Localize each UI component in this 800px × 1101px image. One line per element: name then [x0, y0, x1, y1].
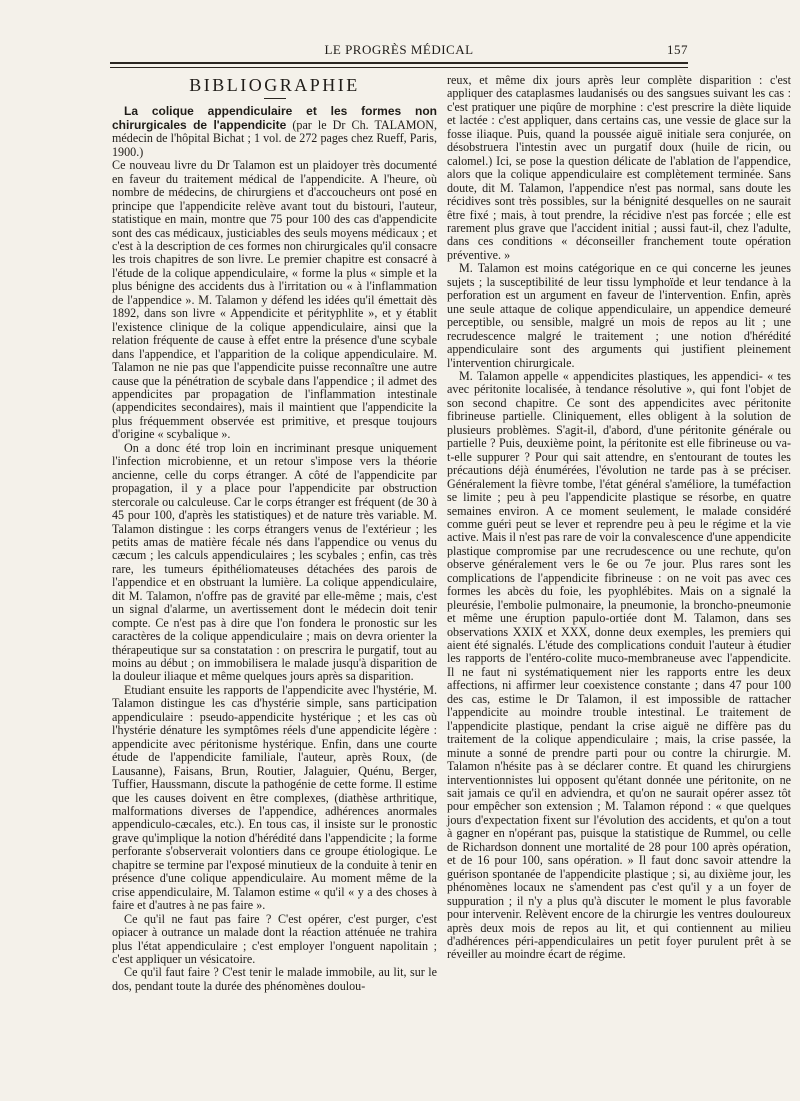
left-column	[112, 74, 437, 993]
running-head	[110, 42, 688, 62]
section-title: BIBLIOGRAPHIE	[189, 75, 360, 95]
paragraph-left-4: Ce qu'il ne faut pas faire ? C'est opérer, c'est purger, c'est opiacer à outrance un malade dont la réaction atténuée ne trahira plus l'état appendiculaire ; c'est employer l'onguent napolitain ; c'est appliquer un vésicatoire.	[112, 911, 437, 966]
section-rule	[264, 98, 286, 99]
paragraph-right-1: reux, et même dix jours après leur complète disparition : c'est appliquer des cataplasmes laudanisés ou des sangsues suivant les cas : c'est pratiquer une piqûre de morphine : c'est prescrire la diète liquide et lactée : c'est appliquer, dans certains cas, une vessie de glace sur la fosse iliaque. Puis, quand la poussée aiguë initiale sera conjurée, on désobstruera l'intestin avec un purgatif doux (huile de ricin, ou calomel.) Ici, se pose la question délicate de l'ablation de l'appendice, alors que la colique appendiculaire est complètement terminée. Sans doute, dit M. Talamon, l'appendice n'est pas normal, sans doute les récidives sont très possibles, sur la bénignité desquelles on ne saurait être fixé ; mais, à tout prendre, la récidive n'est pas forcée ; elle est rarement plus grave que l'accident initial ; aussi faut-il, chez l'adulte, dans ces conditions « déconseiller franchement toute opération préventive. »	[447, 73, 791, 262]
paragraph-left-1: Ce nouveau livre du Dr Talamon est un plaidoyer très documenté en faveur du traitement médical de l'appendicite. A l'heure, où nombre de médecins, de chirurgiens et d'accoucheurs ont posé en principe que l'appendicite relève avant tout du bistouri, l'auteur, statistique en main, montre que 75 pour 100 des cas d'appendicite sont des cas médicaux, justiciables des seuls moyens médicaux ; et c'est à la description de ces formes non chirurgicales qu'il consacre les trois chapitres de son livre. Le premier chapitre est consacré à l'étude de la colique appendiculaire, « forme la plus « simple et la plus bénigne des accidents dus à l'irritation ou « à l'inflammation de l'appendice ». M. Talamon y défend les idées qu'il émettait dès 1892, dans son livre « Appendicite et pérityphlite », et y établit l'existence clinique de la colique appendiculaire, ainsi que la relation fréquente de cause à effet entre la présence d'une scybale dans l'appendice, et l'apparition de la colique appendiculaire. M. Talamon ne nie pas que l'appendicite puisse reconnaître une autre cause que la pénétration de scybale dans l'appendice ; il admet des appendicites par propagation de l'inflammation intestinale (appendicites secondaires), mais il maintient que l'appendicite la plus fréquemment observée est primitive, et presque toujours d'origine « scybalique ».	[112, 158, 437, 442]
paragraph-left-2: On a donc été trop loin en incriminant presque uniquement l'infection microbienne, et un retour s'impose vers la théorie ancienne, celle du corps étranger. A côté de l'appendicite par propagation, il y a place pour l'appendicite par obstruction stercorale ou calculeuse. Car le corps étranger est fréquent (de 30 à 45 pour 100, d'après les statistiques) et de nature très variable. M. Talamon distingue : les corps étrangers venus de l'extérieur ; les petits amas de matière fécale nés dans l'appendice ou venus du cæcum ; les calculs appendiculaires ; les scybales ; enfin, cas très rare, les tumeurs épithéliomateuses détachées des parois de l'appendice et en obstruant la lumière. La colique appendiculaire, dit M. Talamon, n'offre pas de gravité par elle-même ; mais, c'est un signal d'alarme, un avertissement dont le médecin doit tenir compte. Ce n'est pas à dire que l'on fondera le pronostic sur les caractères de la colique appendiculaire ; mais on devra orienter la thérapeutique sur sa constatation : on prescrira le purgatif, tout au moins au début ; on immobilisera le malade jusqu'à disparition de la douleur iliaque et même quelques jours après sa disparition.	[112, 440, 437, 684]
paragraph-right-3: M. Talamon appelle « appendicites plastiques, les appendici- « tes avec péritonite localisée, à tendance résolutive », qui font l'objet de son second chapitre. Ce sont des appendicites avec péritonite fibrineuse partielle. Cliniquement, elles obligent à la solution de plusieurs problèmes. S'agit-il, d'abord, d'une péritonite générale ou partielle ? Puis, deuxième point, la péritonite est elle fibrineuse ou va-t-elle suppurer ? Pour qui sait attendre, en s'entourant de toutes les précautions déjà énumérées, l'évolution ne tarde pas à se préciser. Généralement la fièvre tombe, l'état général s'améliore, la tuméfaction se limite ; peu à peu l'appendicite plastique se résorbe, en quatre semaines environ. A ce moment seulement, le malade considéré comme guéri peut se lever et reprendre peu à peu le régime et la vie active. Mais il n'est pas rare de voir la convalescence d'une appendicite plastique compromise par une recrudescence ou une rechute, qu'on observe généralement vers le 6e ou 7e jour. Plus rares sont les complications de l'appendicite fibrineuse : on ne voit pas avec ces formes les abcès du foie, les pyophlébites. Mais on a signalé la pleurésie, l'embolie pulmonaire, la pneumonie, la broncho-pneumonie et même une éruption papulo-ortiée dont M. Talamon, dans ses observations XXIX et XXX, donne deux exemples, les premiers qui aient été signalés. L'étude des complications conduit l'auteur à étudier les rapports de l'entéro-colite muco-membraneuse avec l'appendicite. Il ne faut ni systématiquement nier les rapports entre les deux affections, ni affirmer leur coexistence constante ; dans 47 pour 100 des cas, estime le Dr Talamon, il est impossible de rattacher l'appendicite au moindre trouble intestinal. Le traitement de l'appendicite plastique, pendant la crise aiguë ne diffère pas du traitement de la colique appendiculaire ; mais, la crise passée, la minute a sonné de prendre parti pour ou contre la chirurgie. M. Talamon n'hésite pas à se déclarer contre. Et quand les chirurgiens interventionnistes lui opposent qu'étant donnée une péritonite, on ne sait jamais ce qu'il en adviendra, et qu'on ne saurait opérer assez tôt pour empêcher son extension ; M. Talamon répond : « que quelques jours d'expectation fixent sur l'évolution des accidents, et qu'on a tout à gagner en n'opérant pas, puisque la statistique de Rummel, ou celle de Richardson donnent une mortalité de 28 pour 100 après opération, et de 16 pour 100, sans opération. » Il faut donc savoir attendre la guérison spontanée de l'appendicite plastique ; si, au dixième jour, les phénomènes locaux ne s'amendent pas c'est qu'il y a un foyer de suppuration ; il n'y a plus qu'à discuter le moment le plus favorable pour intervenir. Relèvent encore de la chirurgie les ventres douloureux après deux mois de repos au lit, et qui contiennent au milieu d'adhérences péri-appendiculaires un petit foyer purulent prêt à se réveiller au moindre écart de régime.	[447, 368, 791, 962]
right-column	[447, 74, 791, 962]
paragraph-left-5: Ce qu'il faut faire ? C'est tenir le malade immobile, au lit, sur le dos, pendant toute la durée des phénomènes doulou-	[112, 965, 437, 993]
paragraph-right-2: M. Talamon est moins catégorique en ce qui concerne les jeunes sujets ; la susceptibilité de leur tissu lymphoïde et leur tendance à la perforation est un argument en faveur de l'intervention. Enfin, après une seule attaque de colique appendiculaire, un appendice demeuré perceptible, ou sensible, malgré un mois de repos au lit ; une recrudescence malgré le traitement ; une notion d'hérédité appendiculaire sont des arguments qui justifient pleinement l'intervention chirurgicale.	[447, 261, 791, 370]
book-title: La colique appendiculaire et les formes non chirurgicales de l'appendicite	[112, 104, 437, 132]
book-header	[112, 105, 437, 159]
book-citation: (par le Dr Ch. TALAMON, médecin de l'hôpital Bichat ; 1 vol. de 272 pages chez Rueff, Paris, 1900.)	[112, 117, 437, 159]
paragraph-left-3: Etudiant ensuite les rapports de l'appendicite avec l'hystérie, M. Talamon distingue les cas d'hystérie simple, sans participation appendiculaire : pseudo-appendicite hystérique ; et les cas où l'hystérie dénature les symptômes réels d'une appendicite légère : appendicite avec péritonisme hystérique. Enfin, dans une courte étude de l'appendicite familiale, l'auteur, après Roux, (de Lausanne), Faisans, Brun, Routier, Jalaguier, Quénu, Berger, Tuffier, Haussmann, discute la pathogénie de cette forme. Il estime que les causes doivent en être complexes, (diathèse arthritique, malformations diverses de l'appendice, adhérences anormales appendiculo-cæcales, etc.). En tous cas, il insiste sur le pronostic grave qu'implique la notion d'hérédité dans l'appendicite ; la forme perforante s'observerait volontiers dans ce groupe étiologique. Le chapitre se termine par l'exposé minutieux de la conduite à tenir en présence d'une colique appendiculaire. Au moment même de la crise appendiculaire, M. Talamon estime « qu'il « y a des choses à faire et d'autres à ne pas faire ».	[112, 682, 437, 913]
header-rule-thick	[110, 62, 688, 64]
page-number: 157	[667, 42, 688, 57]
header-rule-thin	[110, 67, 688, 68]
journal-title: LE PROGRÈS MÉDICAL	[324, 42, 474, 57]
